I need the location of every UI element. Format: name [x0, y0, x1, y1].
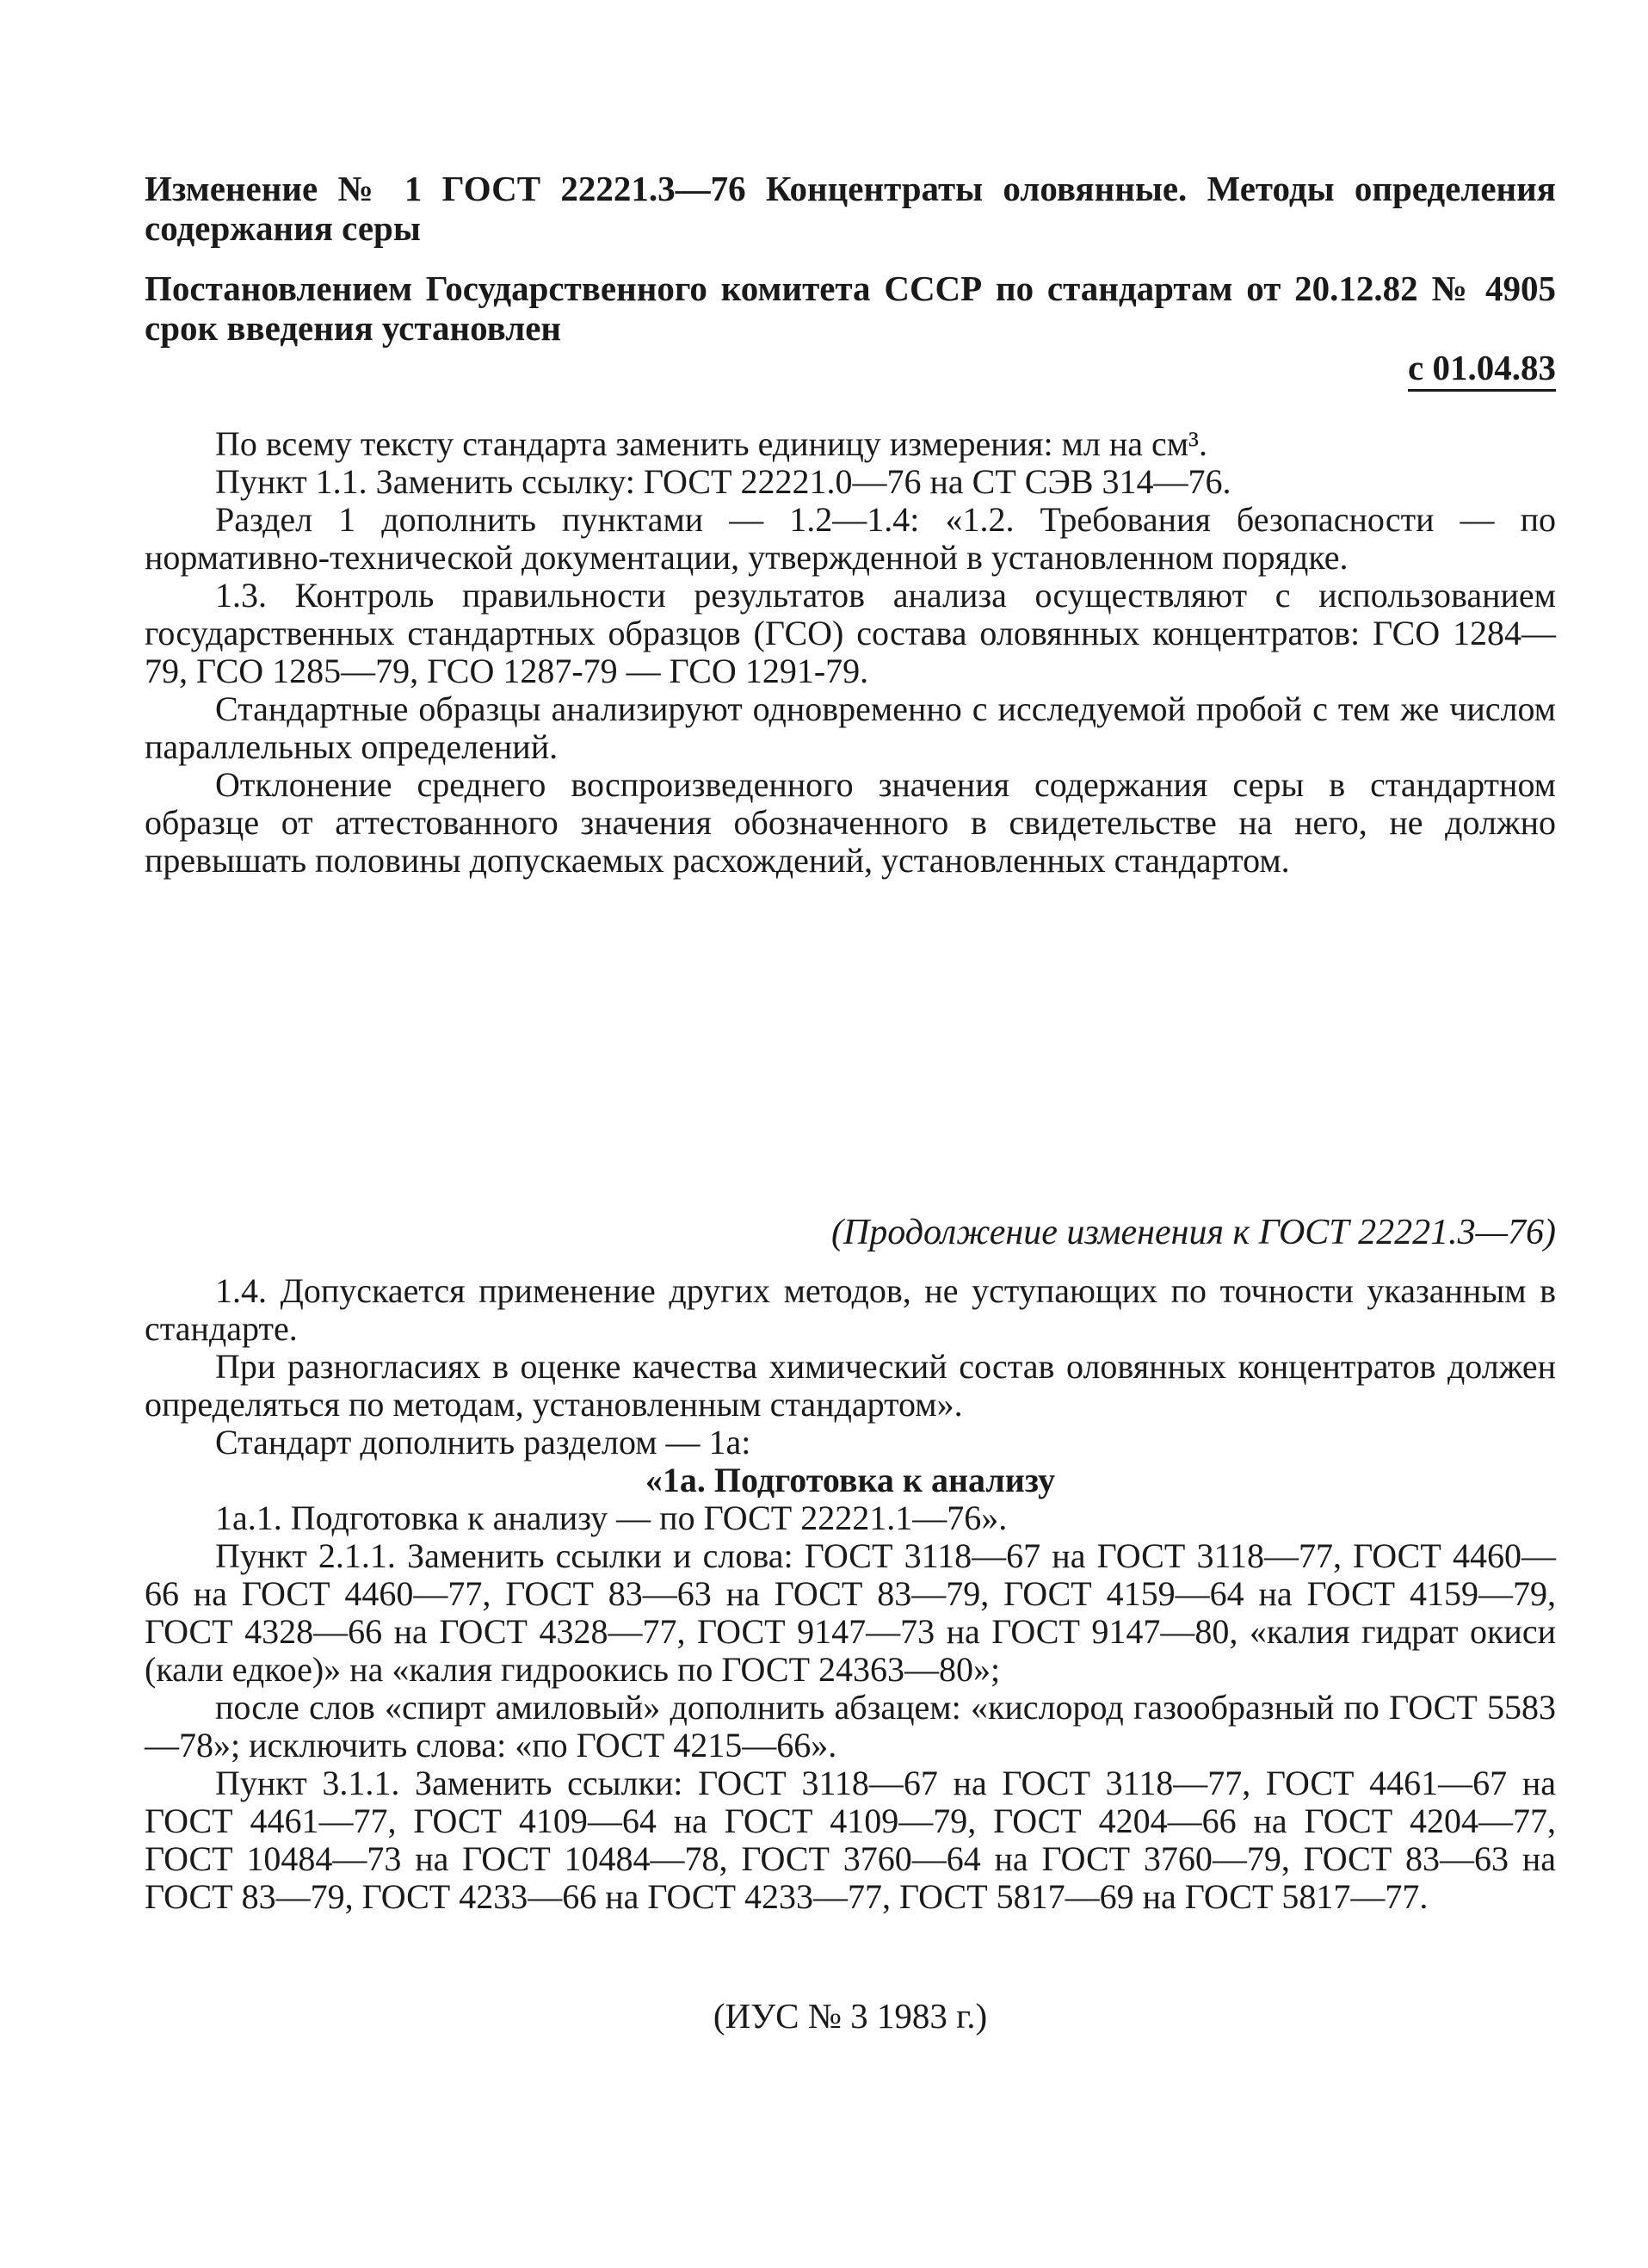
paragraph: 1.4. Допускается применение других методов, не уступающих по точности указанным в стандарте. — [145, 1271, 1556, 1348]
paragraph: Стандартные образцы анализируют одновременно с исследуемой пробой с тем же числом параллельных определений. — [145, 689, 1556, 766]
ius-reference: (ИУС № 3 1983 г.) — [713, 1996, 988, 2036]
paragraph: 1.3. Контроль правильности результатов анализа осуществляют с использованием государственных стандартных образцов (ГСО) состава оловянных концентратов: ГСО 1284—79, ГСО 1285—79, ГСО 1287-79 — ГСО 1291-79. — [145, 576, 1556, 690]
amendment-header — [145, 169, 1556, 392]
effective-date — [145, 348, 1556, 392]
paragraph: По всему тексту стандарта заменить единицу измерения: мл на см³. — [215, 424, 1208, 463]
paragraph: Пункт 2.1.1. Заменить ссылки и слова: ГОСТ 3118—67 на ГОСТ 3118—77, ГОСТ 4460—66 на ГОСТ 4460—77, ГОСТ 83—63 на ГОСТ 83—79, ГОСТ 4159—64 на ГОСТ 4159—79, ГОСТ 4328—66 на ГОСТ 4328—77, ГОСТ 9147—73 на ГОСТ 9147—80, «калия гидрат окиси (кали едкое)» на «калия гидроокись по ГОСТ 24363—80»; — [145, 1536, 1556, 1689]
effective-date-text: с 01.04.83 — [1408, 348, 1556, 392]
paragraph: Стандарт дополнить разделом — 1а: — [215, 1423, 751, 1462]
section-heading: «1а. Подготовка к анализу — [645, 1461, 1056, 1499]
paragraph: Раздел 1 дополнить пунктами — 1.2—1.4: «1.2. Требования безопасности — по нормативно-технической документации, утвержденной в установленном порядке. — [145, 500, 1556, 577]
decree-text: Постановлением Государственного комитета СССР по стандартам от 20.12.82 № 4905 срок введения установлен — [145, 269, 1556, 348]
continuation-title: (Продолжение изменения к ГОСТ 22221.3—76) — [830, 1213, 1556, 1252]
paragraph: Пункт 3.1.1. Заменить ссылки: ГОСТ 3118—67 на ГОСТ 3118—77, ГОСТ 4461—67 на ГОСТ 4461—77, ГОСТ 4109—64 на ГОСТ 4109—79, ГОСТ 4204—66 на ГОСТ 4204—77, ГОСТ 10484—73 на ГОСТ 10484—78, ГОСТ 3760—64 на ГОСТ 3760—79, ГОСТ 83—63 на ГОСТ 83—79, ГОСТ 4233—66 на ГОСТ 4233—77, ГОСТ 5817—69 на ГОСТ 5817—77. — [145, 1764, 1556, 1916]
paragraph: после слов «спирт амиловый» дополнить абзацем: «кислород газообразный по ГОСТ 5583—78»; исключить слова: «по ГОСТ 4215—66». — [145, 1688, 1556, 1764]
paragraph: Пункт 1.1. Заменить ссылку: ГОСТ 22221.0—76 на СТ СЭВ 314—76. — [215, 462, 1231, 501]
paragraph: 1а.1. Подготовка к анализу — по ГОСТ 22221.1—76». — [215, 1499, 1008, 1537]
paragraph: Отклонение среднего воспроизведенного значения содержания серы в стандартном образце от аттестованного значения обозначенного в свидетельстве на него, не должно превышать половины допускаемых расхождений, установленных стандартом. — [145, 765, 1556, 880]
paragraph: При разногласиях в оценке качества химический состав оловянных концентратов должен определяться по методам, установленным стандартом». — [145, 1347, 1556, 1424]
amendment-body-part1 — [145, 425, 1556, 880]
amendment-body-part2 — [145, 1272, 1556, 1916]
amendment-title: Изменение № 1 ГОСТ 22221.3—76 Концентраты оловянные. Методы определения содержания серы — [145, 169, 1556, 248]
